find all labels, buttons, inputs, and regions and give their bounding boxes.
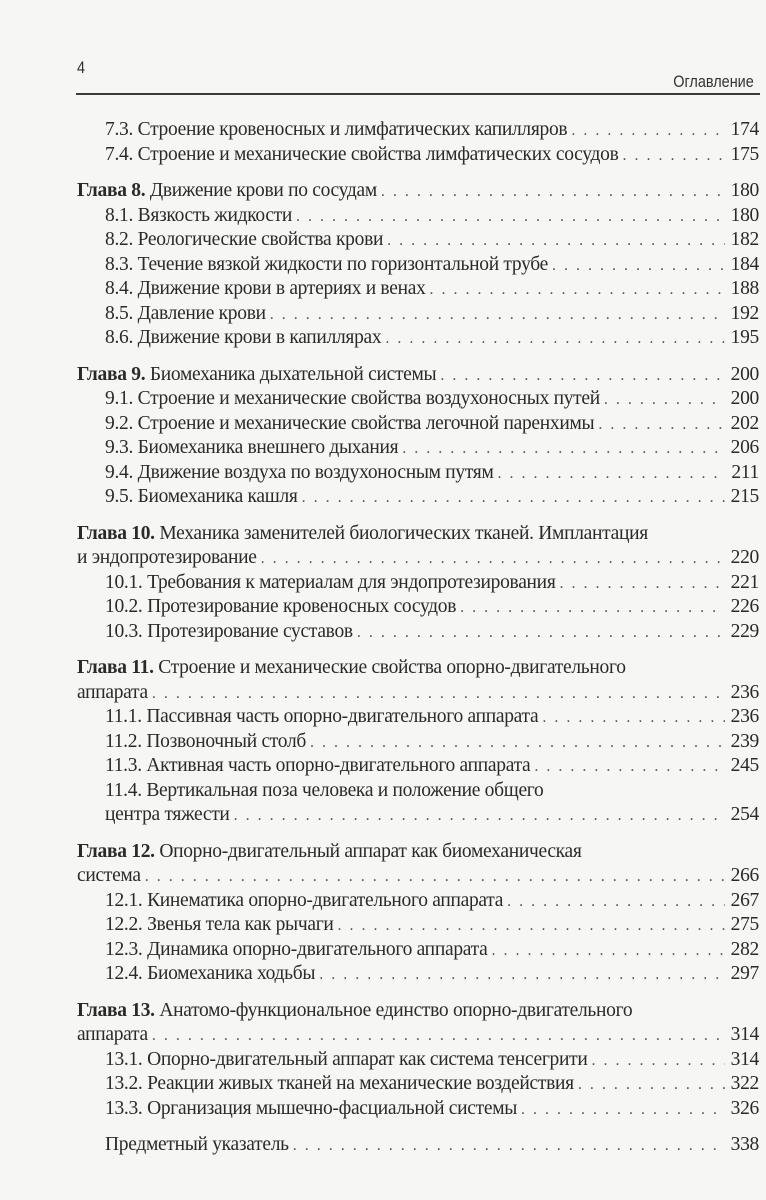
page-ref: 266 (730, 865, 759, 886)
entry-title: 11.2. Позвоночный столб (105, 730, 307, 752)
toc-entry (77, 1097, 759, 1122)
page-ref: 202 (730, 412, 759, 434)
page-ref: 275 (730, 914, 759, 935)
chapter-title-line (77, 522, 759, 547)
entry-title: 9.4. Движение воздуха по воздухоносным путям (105, 461, 494, 483)
page-ref: 192 (730, 302, 759, 324)
leader-dots (387, 229, 725, 254)
leader-dots (623, 144, 725, 169)
page-ref: 245 (730, 755, 759, 776)
entry-title: 8.6. Движение крови в капиллярах (105, 327, 382, 348)
spacer (77, 644, 759, 656)
toc-entry (77, 1133, 759, 1158)
toc-entry (77, 864, 759, 889)
chapter-title-line (77, 999, 759, 1024)
leader-dots (521, 1098, 725, 1123)
toc-entry (77, 302, 759, 327)
chapter-heading (77, 657, 626, 678)
toc-entry (77, 143, 759, 168)
toc-entry (77, 571, 759, 596)
toc-entry (77, 228, 759, 253)
page-ref: 229 (730, 620, 759, 642)
page-ref: 338 (730, 1134, 759, 1155)
leader-dots (604, 388, 725, 413)
leader-dots (542, 706, 724, 731)
chapter-title: Опорно-двигательный аппарат как биомеханическая (159, 840, 582, 862)
page-ref: 182 (730, 229, 759, 250)
page-ref: 236 (730, 706, 759, 727)
leader-dots (534, 755, 724, 780)
toc-entry (77, 436, 759, 461)
toc-entry (77, 595, 759, 620)
page-ref: 267 (730, 889, 759, 911)
entry-title: 11.4. Вертикальная поза человека и положение общего (105, 779, 544, 801)
entry-title: 9.1. Строение и механические свойства воздухоносных путей (105, 388, 600, 409)
entry-title: 7.4. Строение и механические свойства лимфатических сосудов (105, 143, 619, 165)
page-ref: 180 (730, 180, 759, 201)
page-ref: 195 (730, 327, 759, 348)
page-number: 4 (77, 58, 86, 77)
page-ref: 314 (730, 1024, 759, 1045)
toc-entry (77, 1048, 759, 1073)
entry-title: 12.4. Биомеханика ходьбы (105, 963, 316, 984)
chapter-title-cont: аппарата (77, 1024, 148, 1045)
table-of-contents (77, 118, 759, 1158)
toc-entry (77, 730, 759, 755)
leader-dots (460, 596, 724, 621)
page-ref: 188 (730, 278, 759, 299)
page-ref: 221 (730, 571, 759, 593)
entry-title: 11.1. Пассивная часть опорно-двигательного аппарата (105, 706, 539, 727)
chapter-title: Механика заменителей биологических тканей. Имплантация (159, 522, 648, 544)
chapter-heading (77, 841, 582, 862)
entry-title-cont: центра тяжести (105, 804, 230, 825)
chapter-title: Анатомо-функциональное единство опорно-двигательного (159, 999, 633, 1021)
leader-dots (560, 572, 725, 597)
toc-entry (77, 962, 759, 987)
leader-dots (381, 180, 725, 205)
spacer (77, 828, 759, 840)
leader-dots (234, 804, 725, 829)
toc-entry (77, 326, 759, 351)
chapter-heading (77, 523, 648, 544)
toc-entry (77, 363, 759, 388)
toc-entry (77, 461, 759, 486)
entry-title: 12.2. Звенья тела как рычаги (105, 914, 334, 935)
page-ref: 184 (730, 253, 759, 275)
toc-entry (77, 118, 759, 143)
chapter-title: Движение крови по сосудам (149, 180, 377, 201)
toc-entry (77, 620, 759, 645)
toc-entry (77, 277, 759, 302)
entry-title: 9.2. Строение и механические свойства легочной паренхимы (105, 412, 595, 434)
page-ref: 180 (730, 204, 759, 226)
chapter-title: Строение и механические свойства опорно-двигательного (158, 657, 626, 678)
header-rule (76, 93, 760, 95)
leader-dots (357, 621, 725, 646)
page-ref: 174 (730, 119, 759, 140)
leader-dots (598, 413, 724, 438)
chapter-title: Биомеханика дыхательной системы (149, 363, 437, 385)
spacer (77, 510, 759, 522)
entry-title: 13.3. Организация мышечно-фасциальной системы (105, 1097, 518, 1119)
running-head: Оглавление (673, 72, 754, 91)
entry-title: 9.5. Биомеханика кашля (105, 486, 298, 507)
toc-entry (77, 754, 759, 779)
leader-dots (296, 205, 725, 230)
leader-dots (552, 254, 725, 279)
page-ref: 314 (730, 1048, 759, 1070)
chapter-label: Глава 11. (77, 657, 154, 678)
entry-title: 10.3. Протезирование суставов (105, 620, 353, 642)
leader-dots (507, 890, 725, 915)
entry-title: 13.1. Опорно-двигательный аппарат как система тенсегрити (105, 1048, 588, 1070)
entry-title: 7.3. Строение кровеносных и лимфатических капилляров (105, 119, 568, 140)
toc-entry (77, 546, 759, 571)
chapter-title-cont: и эндопротезирование (77, 547, 257, 568)
entry-title: 8.4. Движение крови в артериях и венах (105, 278, 426, 299)
leader-dots (578, 1073, 725, 1098)
chapter-heading (77, 363, 436, 388)
chapter-title-line (77, 656, 759, 681)
page-ref: 220 (730, 547, 759, 568)
toc-entry (77, 681, 759, 706)
leader-dots (385, 327, 724, 352)
toc-entry (77, 803, 759, 828)
leader-dots (440, 364, 724, 389)
leader-dots (152, 1024, 725, 1049)
leader-dots (145, 865, 725, 890)
page-ref: 200 (730, 388, 759, 409)
page-ref: 297 (730, 963, 759, 984)
toc-entry (77, 779, 759, 804)
leader-dots (491, 939, 724, 964)
page-ref: 175 (730, 143, 759, 165)
entry-title: 13.2. Реакции живых тканей на механические воздействия (105, 1073, 574, 1094)
leader-dots (152, 682, 725, 707)
entry-title: 12.1. Кинематика опорно-двигательного аппарата (105, 889, 504, 911)
spacer (77, 167, 759, 179)
leader-dots (338, 914, 725, 939)
toc-entry (77, 412, 759, 437)
page-ref: 322 (730, 1073, 759, 1094)
toc-entry (77, 913, 759, 938)
leader-dots (498, 462, 726, 487)
leader-dots (302, 486, 725, 511)
index-title: Предметный указатель (105, 1134, 289, 1155)
leader-dots (310, 731, 725, 756)
chapter-label: Глава 12. (77, 840, 155, 862)
toc-entry (77, 204, 759, 229)
spacer (77, 351, 759, 363)
leader-dots (571, 119, 724, 144)
chapter-heading (77, 179, 377, 204)
leader-dots (430, 278, 725, 303)
toc-entry (77, 387, 759, 412)
chapter-title-line (77, 840, 759, 865)
entry-title: 12.3. Динамика опорно-двигательного аппарата (105, 938, 488, 960)
entry-title: 8.2. Реологические свойства крови (105, 229, 384, 250)
toc-entry (77, 1072, 759, 1097)
leader-dots (293, 1134, 725, 1159)
leader-dots (592, 1049, 725, 1074)
chapter-label: Глава 8. (77, 180, 146, 201)
page-ref: 239 (730, 730, 759, 752)
toc-entry (77, 1023, 759, 1048)
leader-dots (270, 303, 725, 328)
page-ref: 254 (730, 804, 759, 825)
page-ref: 226 (730, 596, 759, 617)
chapter-label: Глава 13. (77, 999, 155, 1021)
page-ref: 206 (730, 437, 759, 458)
page-ref: 282 (730, 938, 759, 960)
toc-entry (77, 889, 759, 914)
chapter-label: Глава 10. (77, 522, 155, 544)
toc-entry (77, 485, 759, 510)
entry-title: 11.3. Активная часть опорно-двигательного аппарата (105, 755, 531, 776)
chapter-title-cont: аппарата (77, 681, 148, 703)
page-ref: 200 (730, 363, 759, 385)
toc-entry (77, 253, 759, 278)
entry-title: 9.3. Биомеханика внешнего дыхания (105, 437, 399, 458)
entry-title: 10.2. Протезирование кровеносных сосудов (105, 596, 457, 617)
entry-title: 8.1. Вязкость жидкости (105, 204, 293, 226)
leader-dots (319, 963, 724, 988)
page-ref: 211 (731, 461, 759, 483)
page-ref: 215 (730, 486, 759, 507)
entry-title: 8.3. Течение вязкой жидкости по горизонтальной трубе (105, 253, 548, 275)
spacer (77, 1121, 759, 1133)
page-ref: 236 (730, 681, 759, 703)
chapter-label: Глава 9. (77, 363, 146, 385)
toc-entry (77, 179, 759, 204)
leader-dots (402, 437, 724, 462)
chapter-heading (77, 1000, 632, 1021)
chapter-title-cont: система (77, 865, 141, 886)
entry-title: 10.1. Требования к материалам для эндопротезирования (105, 571, 556, 593)
toc-entry (77, 938, 759, 963)
toc-entry (77, 705, 759, 730)
entry-title: 8.5. Давление крови (105, 302, 266, 324)
spacer (77, 987, 759, 999)
page-ref: 326 (730, 1097, 759, 1119)
leader-dots (261, 547, 725, 572)
